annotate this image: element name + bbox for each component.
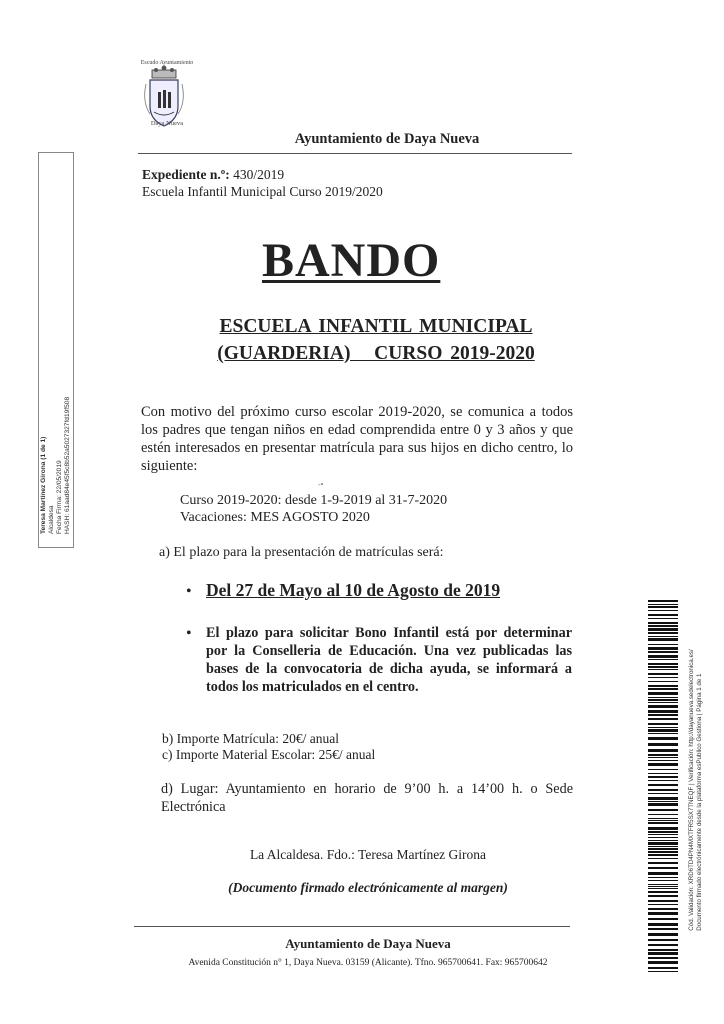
signer-role: Alcaldesa xyxy=(48,505,55,534)
subtitle-line-1: ESCUELA INFANTIL MUNICIPAL xyxy=(219,316,533,337)
vacation-dates: Vacaciones: MES AGOSTO 2020 xyxy=(180,510,370,525)
expediente-label: Expediente n.º: xyxy=(142,167,230,182)
verification-block xyxy=(684,600,708,980)
materials-fee: c) Importe Material Escolar: 25€/ anual xyxy=(162,747,376,762)
crest-top-text: Escudo Ayuntamiento xyxy=(140,60,194,66)
header-title: Ayuntamiento de Daya Nueva xyxy=(294,131,480,147)
platform-note: Documento firmado electrónicamente desde la plataforma esPublico Gestiona | Página 1 de 1 xyxy=(696,673,703,931)
bono-infantil-note: El plazo para solicitar Bono Infantil está por determinar por la Conselleria de Educación. Una vez publicadas las bases de la convocatoria de dicha ayuda, se informará a todos los matriculados en el centro. xyxy=(206,625,572,695)
intro-paragraph: Con motivo del próximo curso escolar 2019-2020, se comunica a todos los padres que tengan niños en edad comprendida entre 0 y 3 años y que estén interesados en presentar matrícula para sus hijos en dicho centro, lo siguiente: xyxy=(141,404,573,474)
expediente-value: 430/2019 xyxy=(233,167,285,182)
validation-code: Cód. Validación: XRD6TD4PN4MXTFR5SX7TNEQF | Verificación: http://dayanueva.sedelectronica.es/ xyxy=(688,649,695,931)
place-paragraph: d) Lugar: Ayuntamiento en horario de 9’00 h. a 14’00 h. o Sede Electrónica xyxy=(161,781,573,815)
item-a-text: a) El plazo para la presentación de matrículas será: xyxy=(159,545,444,560)
crest-bottom-text: Daya Nueva xyxy=(150,120,184,127)
barcode-icon xyxy=(648,600,678,972)
expediente-subject: Escuela Infantil Municipal Curso 2019/2020 xyxy=(142,184,383,199)
signature-date: Fecha Firma: 22/05/2019 xyxy=(56,460,63,534)
bullet-icon: • xyxy=(186,583,192,600)
document-title: BANDO xyxy=(262,234,441,287)
enrollment-period: Del 27 de Mayo al 10 de Agosto de 2019 xyxy=(206,580,501,600)
header-divider xyxy=(138,153,572,154)
footer-address: Avenida Constitución n° 1, Daya Nueva. 03159 (Alicante). Tfno. 965700641. Fax: 965700642 xyxy=(188,958,548,968)
signer-name: Teresa Martínez Girona (1 de 1) xyxy=(40,436,47,534)
subtitle-line-2: (GUARDERIA) CURSO 2019-2020 xyxy=(217,343,535,364)
expediente-line xyxy=(142,167,284,183)
course-dates: Curso 2019-2020: desde 1-9-2019 al 31-7-2020 xyxy=(180,493,448,508)
bullet-icon: • xyxy=(186,625,192,642)
side-signature-box xyxy=(38,152,74,548)
footer-title: Ayuntamiento de Daya Nueva xyxy=(285,936,451,951)
signature-line: La Alcaldesa. Fdo.: Teresa Martínez Girona xyxy=(249,847,487,862)
scan-speck: -• xyxy=(318,480,324,489)
signature-hash: HASH: 61aad84e45f5c8b52a5027327fd19f508 xyxy=(64,396,71,534)
electronic-signature-note: (Documento firmado electrónicamente al margen) xyxy=(228,880,508,895)
enrollment-fee: b) Importe Matrícula: 20€/ anual xyxy=(162,731,339,746)
footer-divider xyxy=(134,926,570,927)
